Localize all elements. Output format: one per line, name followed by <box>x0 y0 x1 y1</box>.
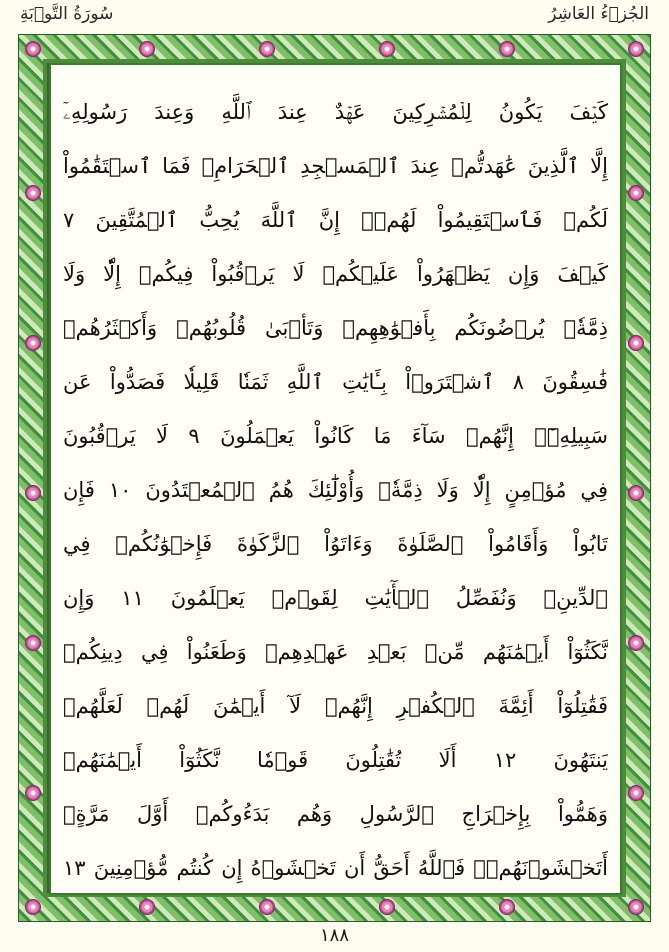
text-line: لَكُمۡ فَٱسۡتَقِيمُواْ لَهُمۡۚ إِنَّ ٱللَّهَ يُحِبُّ ٱلۡمُتَّقِينَ ٧ <box>63 208 608 232</box>
flower-ornament-icon <box>25 899 41 915</box>
flower-ornament-icon <box>499 899 515 915</box>
flower-ornament-icon <box>628 185 644 201</box>
flower-ornament-icon <box>628 785 644 801</box>
text-area <box>49 63 622 895</box>
surah-title: سُورَةُ التَّوۡبَةِ <box>20 4 114 24</box>
text-line: نَّكَثُوٓاْ أَيۡمَٰنَهُم مِّنۢ بَعۡدِ عَهۡدِهِمۡ وَطَعَنُواْ فِي دِينِكُمۡ <box>63 640 608 664</box>
text-line: سَبِيلِهِۦٓۚ إِنَّهُمۡ سَآءَ مَا كَانُواْ يَعۡمَلُونَ ٩ لَا يَرۡقُبُونَ <box>63 424 608 448</box>
flower-ornament-icon <box>628 335 644 351</box>
flower-ornament-icon <box>379 41 395 57</box>
text-line: كَيۡفَ يَكُونُ لِلۡمُشۡرِكِينَ عَهۡدٌ عِندَ ٱللَّهِ وَعِندَ رَسُولِهِۦٓ <box>63 100 608 124</box>
text-line: فَٰسِقُونَ ٨ ٱشۡتَرَوۡاْ بِـَٔايَٰتِ ٱللَّهِ ثَمَنٗا قَلِيلٗا فَصَدُّواْ عَن <box>63 370 608 394</box>
text-line: فَقَٰتِلُوٓاْ أَئِمَّةَ ٱلۡكُفۡرِ إِنَّهُمۡ لَآ أَيۡمَٰنَ لَهُمۡ لَعَلَّهُمۡ <box>63 694 608 718</box>
flower-ornament-icon <box>25 635 41 651</box>
text-line: وَهَمُّواْ بِإِخۡرَاجِ ٱلرَّسُولِ وَهُم بَدَءُوكُمۡ أَوَّلَ مَرَّةٍۚ <box>63 802 608 826</box>
flower-ornament-icon <box>499 41 515 57</box>
text-line: يَنتَهُونَ ١٢ أَلَا تُقَٰتِلُونَ قَوۡمٗا نَّكَثُوٓاْ أَيۡمَٰنَهُمۡ <box>63 748 608 772</box>
flower-ornament-icon <box>25 335 41 351</box>
flower-ornament-icon <box>25 485 41 501</box>
text-line: ٱلدِّينِۗ وَنُفَصِّلُ ٱلۡأٓيَٰتِ لِقَوۡمٖ يَعۡلَمُونَ ١١ وَإِن <box>63 586 608 610</box>
flower-ornament-icon <box>25 185 41 201</box>
text-line: كَيۡفَ وَإِن يَظۡهَرُواْ عَلَيۡكُمۡ لَا يَرۡقُبُواْ فِيكُمۡ إِلّٗا وَلَا <box>63 262 608 286</box>
flower-ornament-icon <box>25 41 41 57</box>
text-line: أَتَخۡشَوۡنَهُمۡۚ فَٱللَّهُ أَحَقُّ أَن تَخۡشَوۡهُ إِن كُنتُم مُّؤۡمِنِينَ ١٣ <box>63 856 608 880</box>
flower-ornament-icon <box>25 785 41 801</box>
flower-ornament-icon <box>379 899 395 915</box>
text-line: إِلَّا ٱلَّذِينَ عَٰهَدتُّمۡ عِندَ ٱلۡمَسۡجِدِ ٱلۡحَرَامِۖ فَمَا ٱسۡتَقَٰمُواْ <box>63 154 608 178</box>
text-line: ذِمَّةٗۚ يُرۡضُونَكُم بِأَفۡوَٰهِهِمۡ وَتَأۡبَىٰ قُلُوبُهُمۡ وَأَكۡثَرُهُمۡ <box>63 316 608 340</box>
flower-ornament-icon <box>139 41 155 57</box>
quran-text <box>63 85 608 883</box>
flower-ornament-icon <box>628 899 644 915</box>
flower-ornament-icon <box>139 899 155 915</box>
flower-ornament-icon <box>628 485 644 501</box>
flower-ornament-icon <box>628 41 644 57</box>
ornamental-border <box>18 34 651 922</box>
juz-title: الجُزۡءُ العَاشِرُ <box>548 4 649 24</box>
page-number: ١٨٨ <box>319 925 349 946</box>
text-line: فِي مُؤۡمِنٍ إِلّٗا وَلَا ذِمَّةٗۚ وَأُوْلَٰٓئِكَ هُمُ ٱلۡمُعۡتَدُونَ ١٠ فَإِن <box>63 478 608 502</box>
text-line: تَابُواْ وَأَقَامُواْ ٱلصَّلَوٰةَ وَءَاتَوُاْ ٱلزَّكَوٰةَ فَإِخۡوَٰنُكُمۡ فِي <box>63 532 608 556</box>
flower-ornament-icon <box>628 635 644 651</box>
flower-ornament-icon <box>259 899 275 915</box>
flower-ornament-icon <box>259 41 275 57</box>
